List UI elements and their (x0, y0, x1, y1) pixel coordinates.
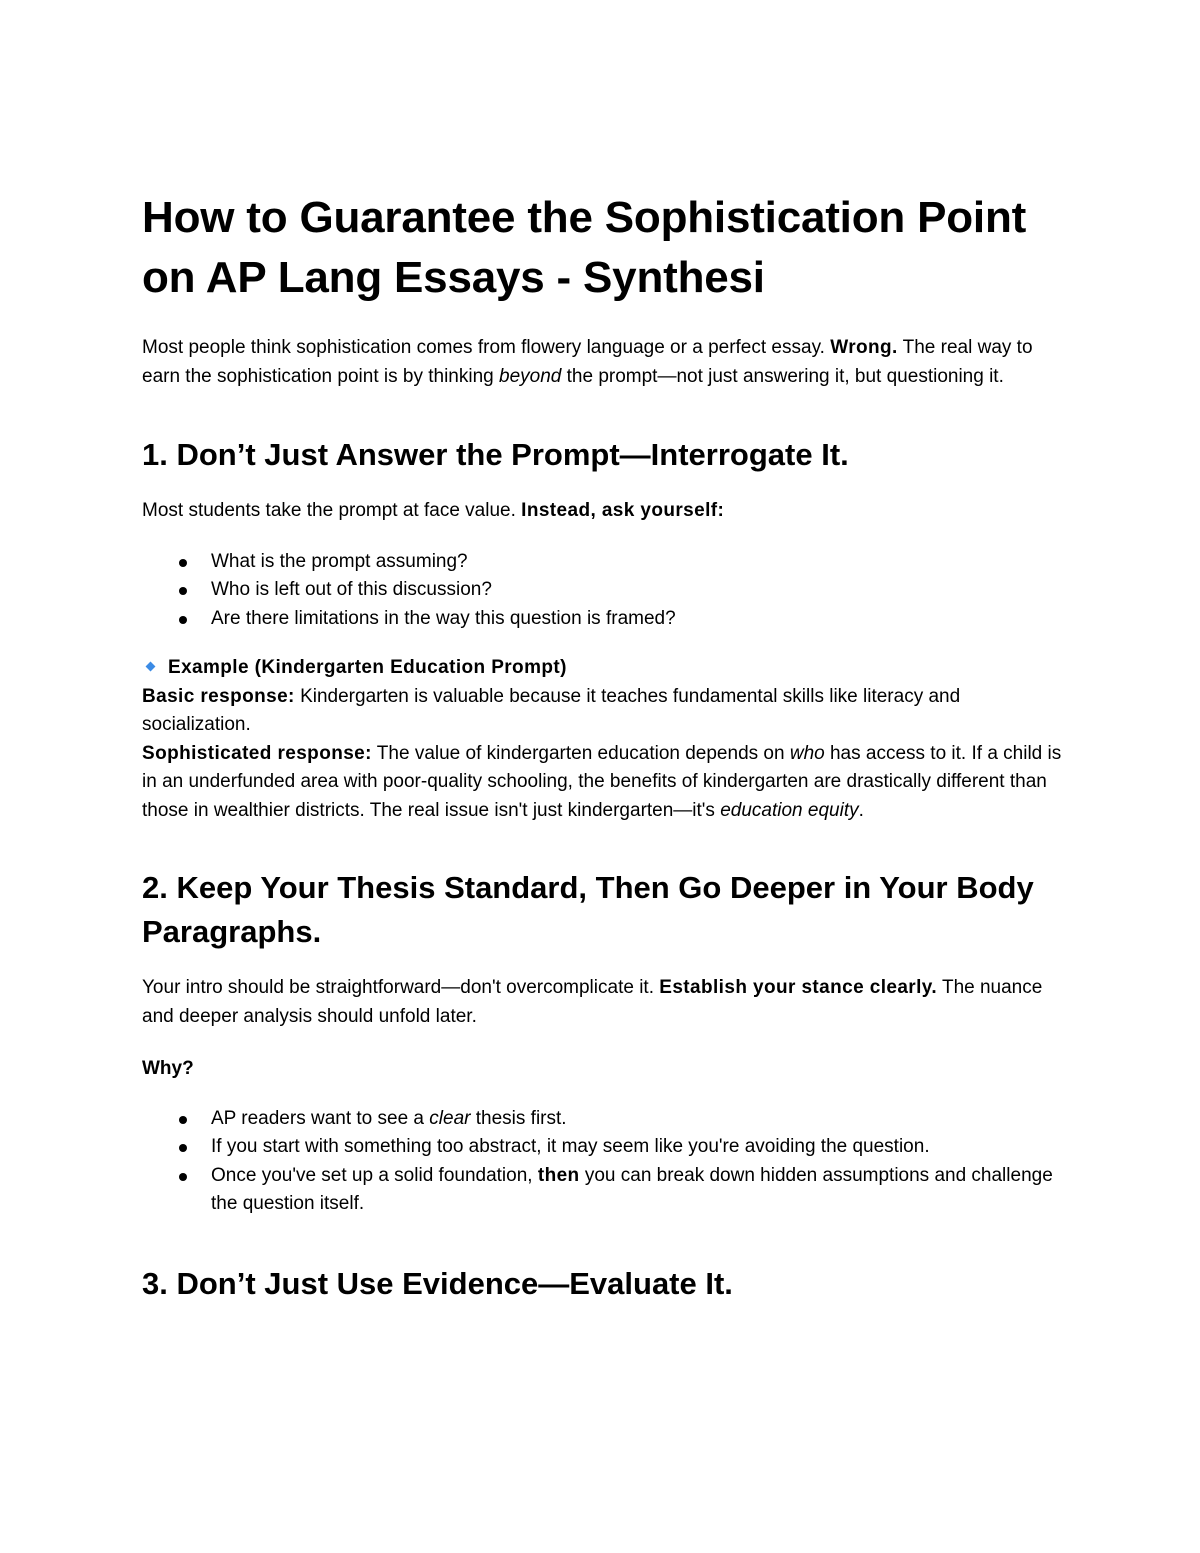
section2-lead-text-2: The nuance and deeper analysis should unfold later. (142, 977, 1043, 1027)
section1-lead-bold: Instead, ask yourself: (521, 500, 725, 521)
list-item-text: Who is left out of this discussion? (211, 579, 492, 600)
list-item (142, 605, 1062, 634)
bullet-icon (179, 1173, 187, 1181)
list-item-italic: clear (429, 1107, 471, 1129)
why-label-text: Why? (142, 1058, 194, 1079)
list-item-bold: then (537, 1164, 580, 1186)
sophisticated-italic-1: who (789, 742, 825, 764)
list-item (142, 1105, 1062, 1134)
list-item-text-post: thesis first. (470, 1107, 567, 1129)
sophisticated-response-label: Sophisticated response: (142, 742, 372, 764)
basic-response-text: Kindergarten is valuable because it teaches fundamental skills like literacy and socialization. (142, 685, 961, 735)
section1-lead-text: Most students take the prompt at face value. (142, 500, 522, 521)
list-item-text: If you start with something too abstract, it may seem like you're avoiding the question. (211, 1136, 930, 1157)
section1-heading: 1. Don’t Just Answer the Prompt—Interrogate It. (142, 437, 849, 472)
why-label (142, 1055, 1062, 1084)
example-title: Example (Kindergarten Education Prompt) (168, 657, 567, 678)
basic-response-label: Basic response: (142, 685, 295, 707)
example-block (142, 654, 1062, 825)
bullet-icon (179, 616, 187, 624)
intro-text-3: the prompt—not just answering it, but questioning it. (561, 365, 1004, 387)
blue-diamond-icon (146, 662, 156, 672)
list-item-text: Are there limitations in the way this question is framed? (211, 607, 676, 629)
list-item (142, 1133, 1062, 1162)
list-item (142, 576, 1062, 605)
section2-lead-bold: Establish your stance clearly. (659, 977, 938, 998)
list-item-text-pre: Once you've set up a solid foundation, (211, 1164, 538, 1186)
bullet-icon (179, 1116, 187, 1124)
intro-bold: Wrong. (830, 337, 898, 358)
section2-lead (142, 974, 1062, 1031)
sophisticated-text-2: has access to it. If a child is in an underfunded area with poor-quality schooling, the benefits of kindergarten are drastically different than those in wealthier districts. The real issue isn't just kindergarten—it's (142, 742, 1062, 821)
section3-heading: 3. Don’t Just Use Evidence—Evaluate It. (142, 1265, 733, 1301)
intro-italic: beyond (499, 365, 562, 387)
sophisticated-text-1: The value of kindergarten education depends on (371, 742, 790, 764)
intro-paragraph (142, 334, 1062, 391)
section1-lead (142, 497, 1062, 526)
list-item-text: What is the prompt assuming? (211, 550, 468, 572)
document-title: How to Guarantee the Sophistication Point on AP Lang Essays - Synthesi (142, 193, 1027, 302)
sophisticated-text-3: . (858, 799, 864, 821)
sophisticated-italic-2: education equity (720, 799, 859, 821)
list-item-text-pre: AP readers want to see a (211, 1107, 430, 1129)
list-item (142, 1162, 1062, 1219)
section2-bullet-list (142, 1105, 1062, 1219)
bullet-icon (179, 1144, 187, 1152)
section1-bullet-list (142, 548, 1062, 634)
section2-lead-text: Your intro should be straightforward—don't overcomplicate it. (142, 977, 660, 998)
section2-heading: 2. Keep Your Thesis Standard, Then Go Deeper in Your Body Paragraphs. (142, 870, 1034, 949)
intro-text-1: Most people think sophistication comes from flowery language or a perfect essay. (142, 337, 831, 358)
list-item-text-post: you can break down hidden assumptions and challenge the question itself. (211, 1164, 1053, 1214)
bullet-icon (179, 587, 187, 595)
intro-text-2: The real way to earn the sophistication point is by thinking (142, 337, 1033, 387)
bullet-icon (179, 559, 187, 567)
document-page (142, 188, 1062, 1306)
list-item (142, 548, 1062, 577)
